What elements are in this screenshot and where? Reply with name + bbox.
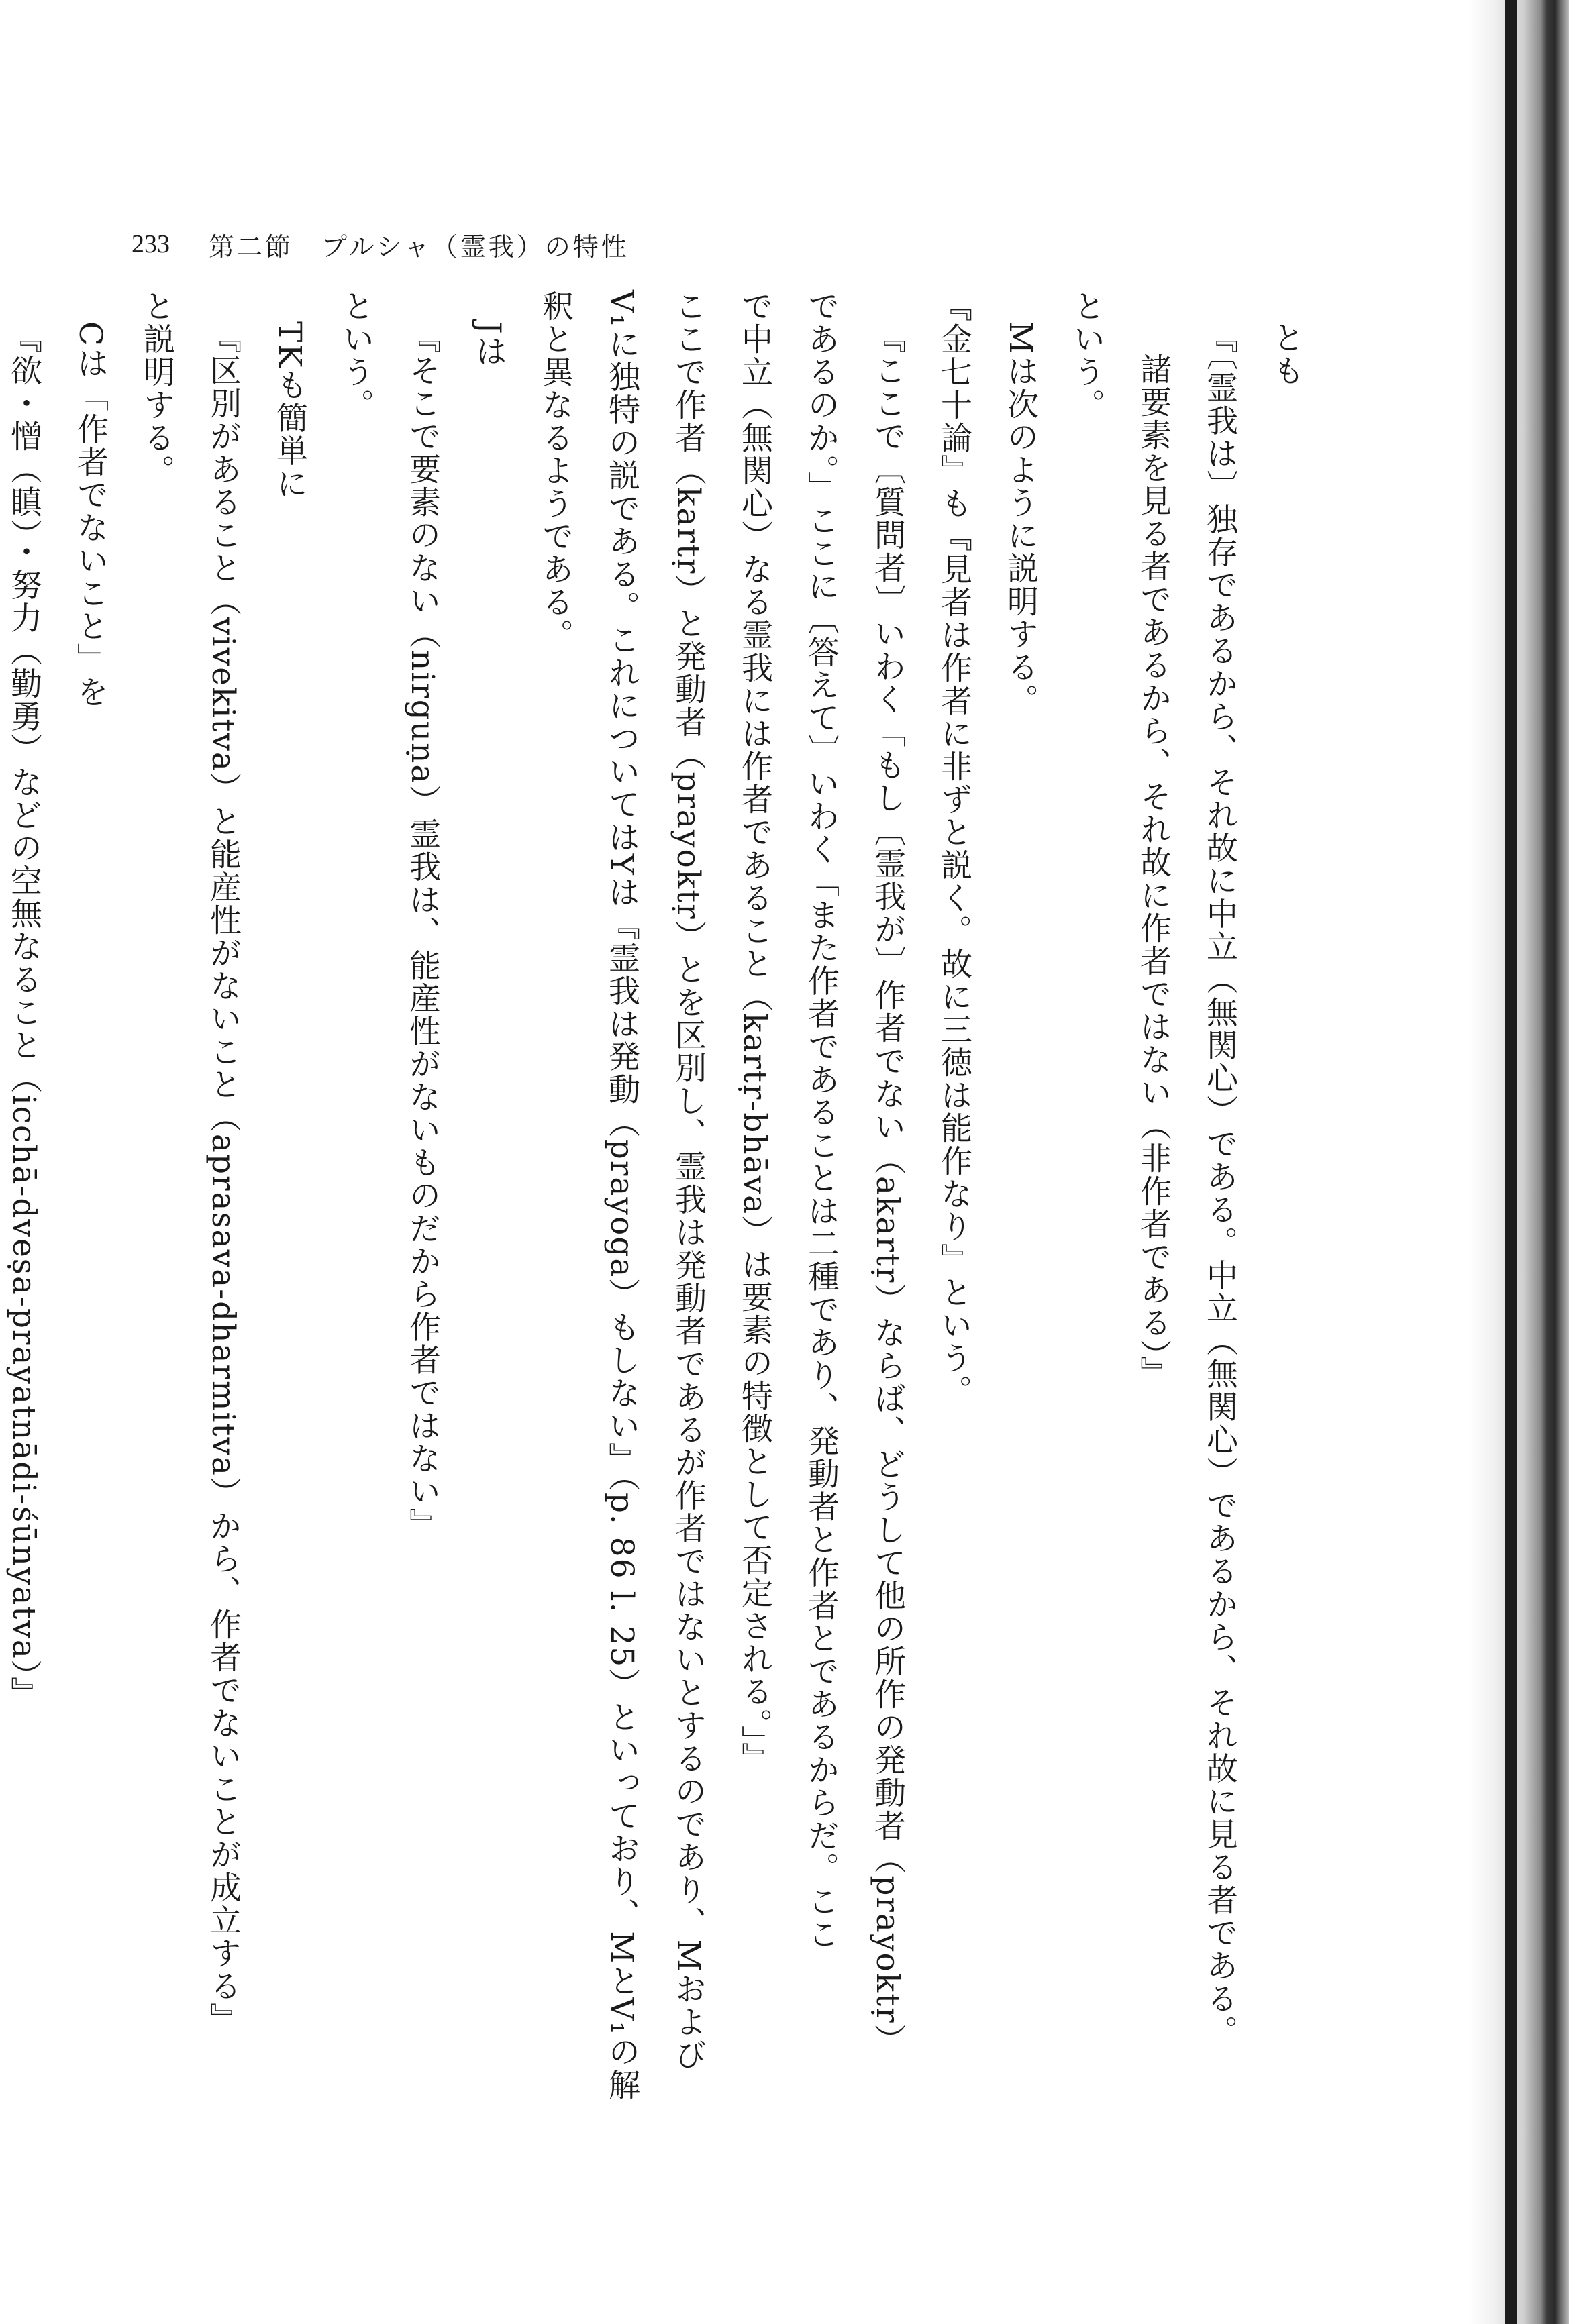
text-line: 『〔霊我は〕独存であるから、それ故に中立（無関心）である。中立（無関心）であるから、それ故に見る者である。 — [1201, 321, 1238, 2048]
binding-edge-line — [1505, 0, 1517, 2324]
text-line: Cは「作者でないこと」を — [72, 321, 109, 708]
text-line: 釈と異なるようである。 — [537, 290, 574, 651]
text-line: 『金七十論』も『見者は作者に非ずと説く。故に三徳は能作なり』という。 — [935, 290, 972, 1408]
text-line: 『区別があること（vivekitva）と能産性がないこと（aprasava-dharmitva）から、作者でないことが成立する』 — [205, 321, 242, 2036]
text-line: Jは — [470, 321, 507, 368]
text-line: TKも簡単に — [271, 321, 308, 500]
running-header — [132, 224, 629, 264]
text-line: という。 — [338, 290, 374, 421]
text-line: V₁に独特の説である。これについてはYは『霊我は発動（prayoga）もしない』（p. 86 l. 25）といっており、MとV₁の解 — [603, 290, 640, 2102]
text-line: であるのか。」ここに〔答えて〕いわく「また作者であることは二種であり、発動者と作者とであるからだ。ここ — [803, 290, 840, 1951]
page-number: 233 — [132, 230, 170, 258]
text-line: 『そこで要素のない（nirguṇa）霊我は、能産性がないものだから作者ではない』 — [404, 321, 441, 1541]
binding-shadow — [1468, 0, 1569, 2324]
section-title: 第二節 プルシャ（霊我）の特性 — [209, 231, 629, 262]
text-line: という。 — [1068, 290, 1105, 421]
text-line: 『ここで〔質問者〕いわく「もし〔霊我が〕作者でない（akartṛ）ならば、どうして他の所作の発動者（prayoktṛ） — [869, 321, 906, 2057]
text-line: と説明する。 — [138, 290, 175, 487]
text-line: Mは次のように説明する。 — [1002, 321, 1039, 717]
text-line: 諸要素を見る者であるから、それ故に作者ではない（非作者である）』 — [1135, 353, 1172, 1389]
text-line: とも — [1268, 321, 1305, 387]
text-line: で中立（無関心）なる霊我には作者であること（kartṛ-bhāva）は要素の特徴として否定される。」』 — [736, 290, 773, 1776]
text-line: ここで作者（kartṛ）と発動者（prayoktṛ）とを区別し、霊我は発動者であるが作者ではないとするのであり、Mおよび — [670, 290, 707, 2072]
body-text — [0, 290, 1319, 2102]
text-line: 『欲・憎（瞋）・努力（勤勇）などの空無なること（icchā-dveṣa-prayatnādi-śūnyatva）』 — [5, 321, 42, 1710]
